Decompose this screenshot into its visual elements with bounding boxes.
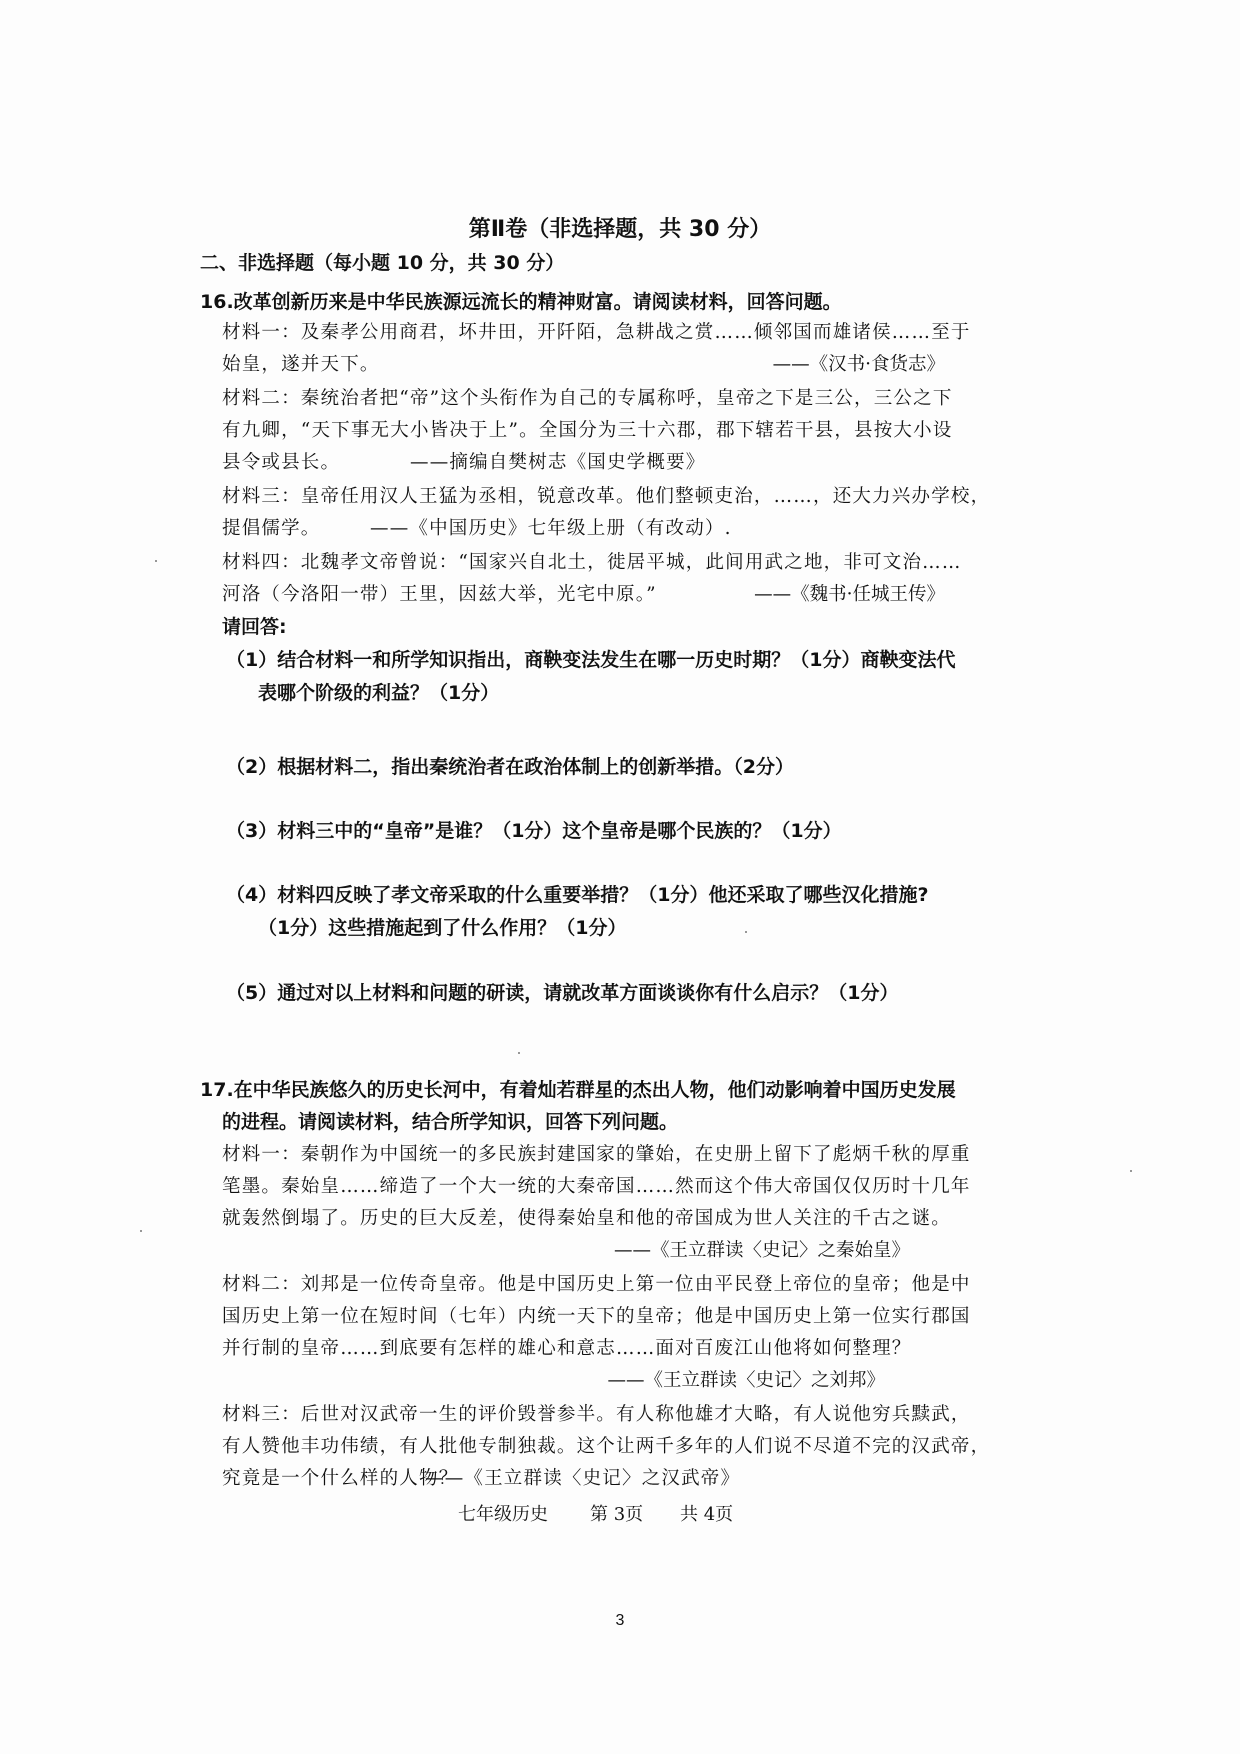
q16-material-2-line-1: 材料二：秦统治者把“帝”这个头衔作为自己的专属称呼，皇帝之下是三公，三公之下	[222, 388, 953, 409]
q16-sub-2: （2）根据材料二，指出秦统治者在政治体制上的创新举措。（2分）	[226, 756, 794, 778]
scan-speck	[140, 1230, 142, 1232]
q17-material-1-line-2: 笔墨。秦始皇……缔造了一个大一统的大秦帝国……然而这个伟大帝国仅仅历时十几年	[222, 1176, 971, 1197]
scan-speck	[745, 931, 747, 933]
q16-material-1-source: ——《汉书·食货志》	[772, 354, 945, 375]
scan-speck	[155, 560, 157, 562]
q16-material-1-line-1: 材料一：及秦孝公用商君，坏井田，开阡陌，急耕战之赏……倾邻国而雄诸侯……至于	[222, 322, 971, 343]
q16-material-4-line-2: 河洛（今洛阳一带）王里，因兹大举，光宅中原。”	[222, 584, 657, 605]
q16-prompt: 请回答:	[222, 616, 287, 638]
question-16-stem: 16.改革创新历来是中华民族源远流长的精神财富。请阅读材料，回答问题。	[200, 291, 842, 313]
page-number: 3	[615, 1612, 625, 1629]
footer-subject: 七年级历史	[458, 1504, 548, 1525]
footer-page-label: 第 3页	[590, 1504, 644, 1525]
question-17-stem-line-1: 17.在中华民族悠久的历史长河中，有着灿若群星的杰出人物，他们动影响着中国历史发展	[200, 1079, 956, 1101]
q16-sub-4-line-2: （1分）这些措施起到了什么作用？（1分）	[258, 917, 627, 939]
q16-material-1-line-2: 始皇，遂并天下。	[222, 354, 380, 375]
q16-material-3-line-2: 提倡儒学。	[222, 518, 321, 539]
q16-sub-5: （5）通过对以上材料和问题的研读，请就改革方面谈谈你有什么启示？（1分）	[226, 982, 899, 1004]
q16-sub-4-line-1: （4）材料四反映了孝文帝采取的什么重要举措？（1分）他还采取了哪些汉化措施?	[226, 884, 929, 906]
scan-speck	[518, 1052, 520, 1054]
q17-material-2-line-3: 并行制的皇帝……到底要有怎样的雄心和意志……面对百废江山他将如何整理？	[222, 1338, 912, 1359]
q17-material-1-line-3: 就轰然倒塌了。历史的巨大反差，使得秦始皇和他的帝国成为世人关注的千古之谜。	[222, 1208, 951, 1229]
section-heading: 二、非选择题（每小题 10 分，共 30 分）	[200, 252, 565, 274]
q16-material-2-source: ——摘编自樊树志《国史学概要》	[410, 452, 706, 473]
scan-speck	[1130, 1170, 1132, 1172]
q17-material-1-line-1: 材料一：秦朝作为中国统一的多民族封建国家的肇始，在史册上留下了彪炳千秋的厚重	[222, 1144, 971, 1165]
footer-total-label: 共 4页	[680, 1504, 734, 1525]
q16-sub-1-line-2: 表哪个阶级的利益？（1分）	[258, 682, 500, 704]
question-17-stem-line-2: 的进程。请阅读材料，结合所学知识，回答下列问题。	[222, 1111, 679, 1133]
q16-material-3-source: ——《中国历史》七年级上册（有改动）.	[370, 518, 732, 539]
q17-material-2-line-1: 材料二：刘邦是一位传奇皇帝。他是中国历史上第一位由平民登上帝位的皇帝；他是中	[222, 1274, 971, 1295]
part-title: 第Ⅱ卷（非选择题，共 30 分）	[468, 217, 772, 242]
q16-sub-3: （3）材料三中的“皇帝”是谁？（1分）这个皇帝是哪个民族的？（1分）	[226, 820, 842, 842]
q17-material-3-line-1: 材料三：后世对汉武帝一生的评价毁誉参半。有人称他雄才大略，有人说他穷兵黩武，	[222, 1404, 971, 1425]
q16-sub-1-line-1: （1）结合材料一和所学知识指出，商鞅变法发生在哪一历史时期？（1分）商鞅变法代	[226, 649, 956, 671]
q17-material-2-line-2: 国历史上第一位在短时间（七年）内统一天下的皇帝；他是中国历史上第一位实行郡国	[222, 1306, 971, 1327]
q16-material-3-line-1: 材料三：皇帝任用汉人王猛为丞相，锐意改革。他们整顿吏治，……，还大力兴办学校，	[222, 486, 991, 507]
q16-material-2-line-3: 县令或县长。	[222, 452, 341, 473]
q16-material-2-line-2: 有九卿，“天下事无大小皆决于上”。全国分为三十六郡，郡下辖若干县，县按大小设	[222, 420, 953, 441]
q17-material-3-line-2: 有人赞他丰功伟绩，有人批他专制独裁。这个让两千多年的人们说不尽道不完的汉武帝，	[222, 1436, 991, 1457]
q16-material-4-line-1: 材料四：北魏孝文帝曾说：“国家兴自北土，徙居平城，此间用武之地，非可文治……	[222, 552, 962, 573]
q17-material-3-line-3: 究竟是一个什么样的人物？	[222, 1468, 459, 1489]
q17-material-2-source: ——《王立群读〈史记〉之刘邦》	[607, 1370, 885, 1391]
q17-material-1-source: ——《王立群读〈史记〉之秦始皇》	[613, 1240, 910, 1261]
q17-material-3-source: ——《王立群读〈史记〉之汉武帝》	[425, 1468, 741, 1489]
q16-material-4-source: ——《魏书·任城王传》	[754, 584, 945, 605]
